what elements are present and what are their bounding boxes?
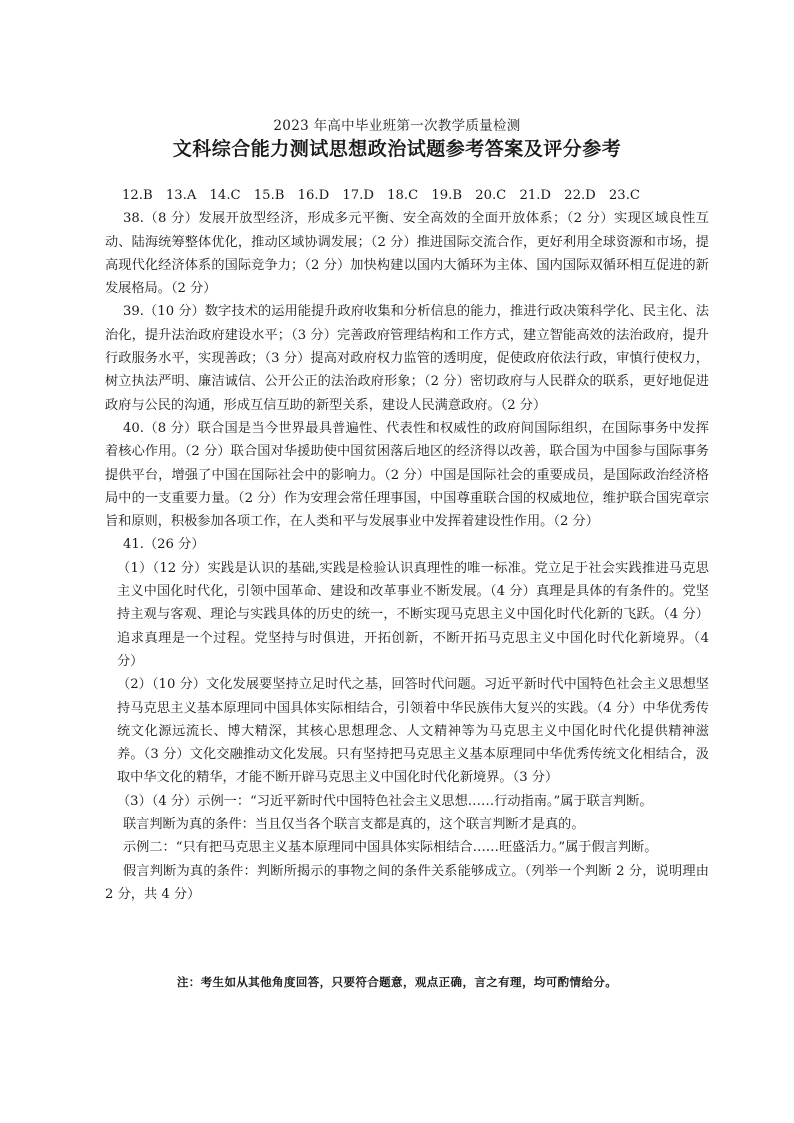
- answer-q38: 38.（8 分）发展开放型经济，形成多元平衡、安全高效的全面开放体系；（2 分）实现区域良性互动、陆海统筹整体优化，推动区域协调发展；（2 分）推进国际交流合作，更好利用全球资源和市场，提高现代化经济体系的国际竞争力；（2 分）加快构建以国内大循环为主体、国内国际双循环相互促进的新发展格局。（2 分）: [105, 211, 709, 297]
- answer-q41-part2: （2）（10 分）文化发展要坚持立足时代之基，回答时代问题。习近平新时代中国特色社会主义思想坚持马克思主义基本原理同中国具体实际相结合，引领着中华民族伟大复兴的实践。（4 分）中华优秀传统文化源远流长、博大精深，其核心思想理念、人文精神等为马克思主义中国化时代化提供精神滋养。（3 分）文化交融推动文化发展。只有坚持把马克思主义基本原理同中华优秀传统文化相结合，汲取中华文化的精华，才能不断开辟马克思主义中国化时代化新境界。（3 分）: [117, 677, 709, 786]
- answer-q41-part3-condition1: 联言判断为真的条件：当且仅当各个联言支都是真的，这个联言判断才是真的。: [123, 817, 585, 833]
- answer-q41-part1: （1）（12 分）实践是认识的基础,实践是检验认识真理性的唯一标准。党立足于社会实践推进马克思主义中国化时代化，引领中国革命、建设和改革事业不断发展。（4 分）真理是具体的有条件的。党坚持主观与客观、理论与实践具体的历史的统一，不断实现马克思主义中国化时代化新的飞跃。（4 分）追求真理是一个过程。党坚持与时俱进，开拓创新，不断开拓马克思主义中国化时代化新境界。（4 分）: [117, 560, 709, 669]
- answer-q40: 40.（8 分）联合国是当今世界最具普遍性、代表性和权威性的政府间国际组织，在国际事务中发挥着核心作用。（2 分）联合国对华援助使中国贫困落后地区的经济得以改善，联合国为中国参与国际事务提供平台，增强了中国在国际社会中的影响力。（2 分）中国是国际社会的重要成员，是国际政治经济格局中的一支重要力量。（2 分）作为安理会常任理事国，中国尊重联合国的权威地位，维护联合国宪章宗旨和原则，积极参加各项工作，在人类和平与发展事业中发挥着建设性作用。（2 分）: [105, 420, 709, 530]
- answer-q41-part3-example1: （3）（4 分）示例一：“习近平新时代中国特色社会主义思想……行动指南。”属于联言判断。: [117, 793, 653, 809]
- answer-q41-part3-example2: 示例二：“只有把马克思主义基本原理同中国具体实际相结合……旺盛活力。”属于假言判断。: [123, 840, 658, 856]
- answer-content: [105, 184, 709, 906]
- answer-q41-header: 41.（26 分）: [123, 537, 205, 553]
- answer-q41-part3-condition2: 假言判断为真的条件：判断所揭示的事物之间的条件关系能够成立。（列举一个判断 2 分，说明理由 2 分，共 4 分）: [105, 863, 709, 902]
- document-title: 文科综合能力测试思想政治试题参考答案及评分参考: [172, 138, 622, 160]
- multiple-choice-answers: 12.B 13.A 14.C 15.B 16.D 17.D 18.C 19.B 20.C 21.D 22.D 23.C: [122, 188, 640, 203]
- answer-q39: 39.（10 分）数字技术的运用能提升政府收集和分析信息的能力，推进行政决策科学化、民主化、法治化，提升法治政府建设水平；（3 分）完善政府管理结构和工作方式，建立智能高效的法治政府，提升行政服务水平，实现善政；（3 分）提高对政府权力监管的透明度，促使政府依法行政，审慎行使权力，树立执法严明、廉洁诚信、公开公正的法治政府形象；（2 分）密切政府与人民群众的联系，更好地促进政府与公民的沟通，形成互信互助的新型关系，建设人民满意政府。（2 分）: [105, 304, 709, 413]
- grading-note: 注：考生如从其他角度回答，只要符合题意，观点正确，言之有理，均可酌情给分。: [176, 975, 618, 989]
- exam-title: 2023 年高中毕业班第一次教学质量检测: [273, 118, 521, 134]
